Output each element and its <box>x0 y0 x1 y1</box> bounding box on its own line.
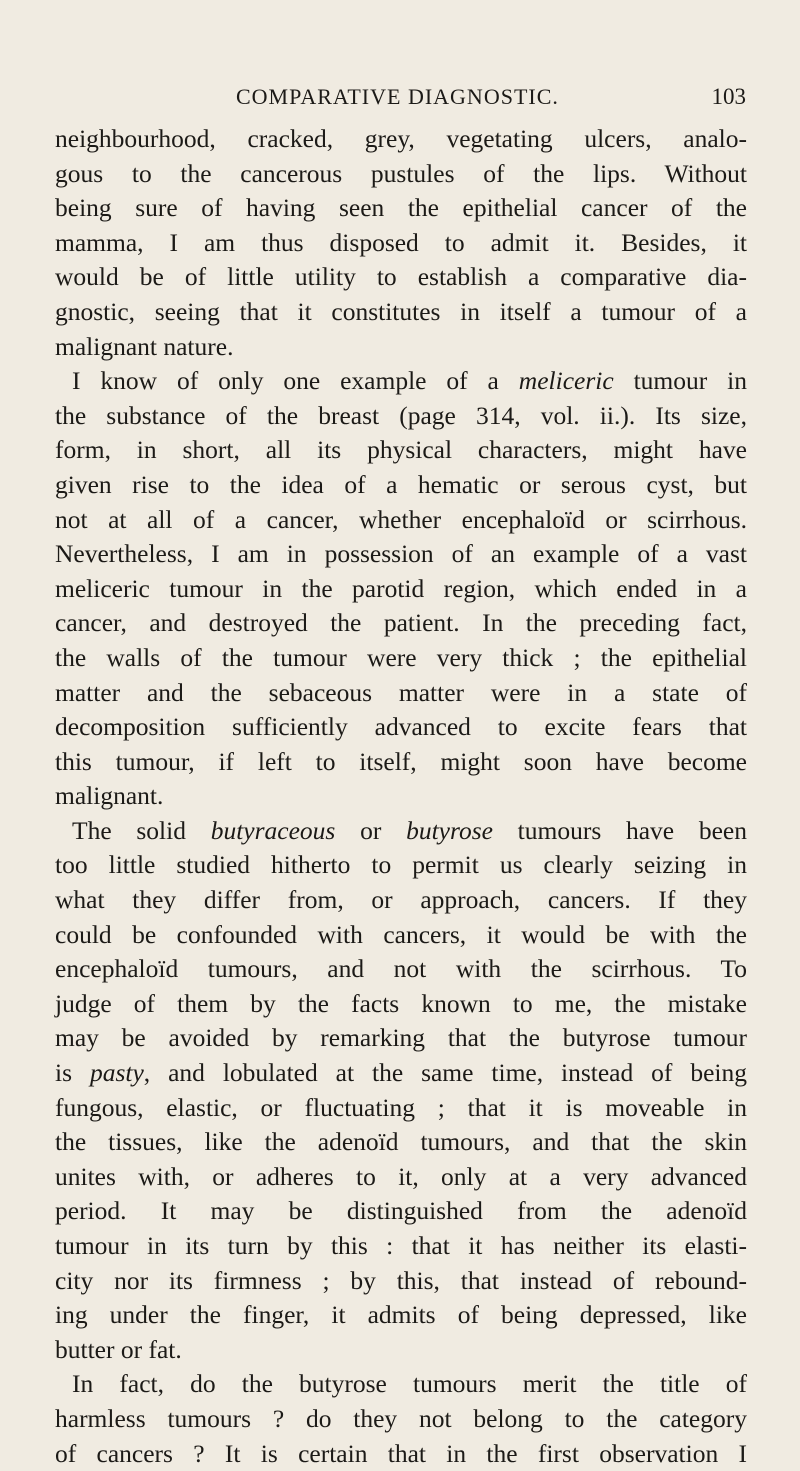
text-line: harmless tumours ? do they not belong to the category <box>55 1403 747 1433</box>
text-line: Nevertheless, I am in possession of an example of a vast <box>55 539 747 569</box>
text-run: I know of only one example of a <box>72 366 519 396</box>
text-line: given rise to the idea of a hematic or serous cyst, but <box>55 469 747 499</box>
text-line: the tissues, like the adenoïd tumours, and that the skin <box>55 1127 747 1157</box>
text-line: mamma, I am thus disposed to admit it. Besides, it <box>55 227 747 257</box>
text-line: this tumour, if left to itself, might soon have become <box>55 746 747 776</box>
text-line: encephaloïd tumours, and not with the scirrhous. To <box>55 954 747 984</box>
text-line: would be of little utility to establish a comparative dia- <box>55 262 747 292</box>
text-line: what they differ from, or approach, cancers. If they <box>55 885 747 915</box>
text-line: meliceric tumour in the parotid region, which ended in a <box>55 573 747 603</box>
paragraph-start-line: In fact, do the butyrose tumours merit the title of <box>72 1369 747 1399</box>
text-line: may be avoided by remarking that the butyrose tumour <box>55 1023 747 1053</box>
text-line: too little studied hitherto to permit us clearly seizing in <box>55 850 747 880</box>
text-run: The solid <box>72 815 211 845</box>
paragraph-end-line: malignant. <box>55 781 164 811</box>
body-text <box>55 122 747 1471</box>
text-line: of cancers ? It is certain that in the first observation I <box>55 1438 747 1468</box>
text-line: could be confounded with cancers, it would be with the <box>55 919 747 949</box>
text-line: ing under the finger, it admits of being depressed, like <box>55 1300 747 1330</box>
text-line: gous to the cancerous pustules of the lips. Without <box>55 158 747 188</box>
text-line: being sure of having seen the epithelial cancer of the <box>55 193 747 223</box>
text-line: cancer, and destroyed the patient. In the preceding fact, <box>55 608 747 638</box>
text-line: decomposition sufficiently advanced to excite fears that <box>55 712 747 742</box>
text-line: period. It may be distinguished from the adenoïd <box>55 1196 747 1226</box>
text-run: , and lobulated at the same time, instead of being <box>143 1058 748 1088</box>
italic-term: pasty <box>89 1058 144 1088</box>
text-line: not at all of a cancer, whether encephaloïd or scirrhous. <box>55 504 747 534</box>
text-line: neighbourhood, cracked, grey, vegetating ulcers, analo- <box>55 124 747 153</box>
paragraph-end-line: malignant nature. <box>55 331 234 361</box>
text-line: form, in short, all its physical characters, might have <box>55 435 747 465</box>
text-line: tumour in its turn by this : that it has neither its elasti- <box>55 1231 747 1260</box>
text-line: the walls of the tumour were very thick ; the epithelial <box>55 642 747 672</box>
paragraph-start-line <box>55 814 747 849</box>
text-line: unites with, or adheres to it, only at a very advanced <box>55 1161 747 1191</box>
text-line <box>55 1056 747 1091</box>
text-line: matter and the sebaceous matter were in a state of <box>55 677 747 707</box>
text-line: judge of them by the facts known to me, the mistake <box>55 988 747 1018</box>
text-run: or <box>335 815 407 845</box>
paragraph-start-line <box>55 364 747 399</box>
italic-term: butyrose <box>406 815 493 845</box>
paragraph-end-line: butter or fat. <box>55 1334 182 1364</box>
italic-term: butyraceous <box>210 815 336 845</box>
running-head <box>56 84 746 114</box>
text-line: fungous, elastic, or fluctuating ; that it is moveable in <box>55 1092 747 1122</box>
text-line: the substance of the breast (page 314, vol. ii.). Its size, <box>55 400 747 430</box>
text-run: tumours have been <box>492 815 747 845</box>
text-run: is <box>55 1058 90 1088</box>
text-line: city nor its firmness ; by this, that instead of rebound- <box>55 1265 747 1295</box>
text-line: gnostic, seeing that it constitutes in itself a tumour of a <box>55 296 747 326</box>
page-number: 103 <box>711 84 746 109</box>
running-head-title: COMPARATIVE DIAGNOSTIC. <box>236 84 559 109</box>
text-run: tumour in <box>613 366 747 396</box>
italic-term: meliceric <box>518 366 614 396</box>
